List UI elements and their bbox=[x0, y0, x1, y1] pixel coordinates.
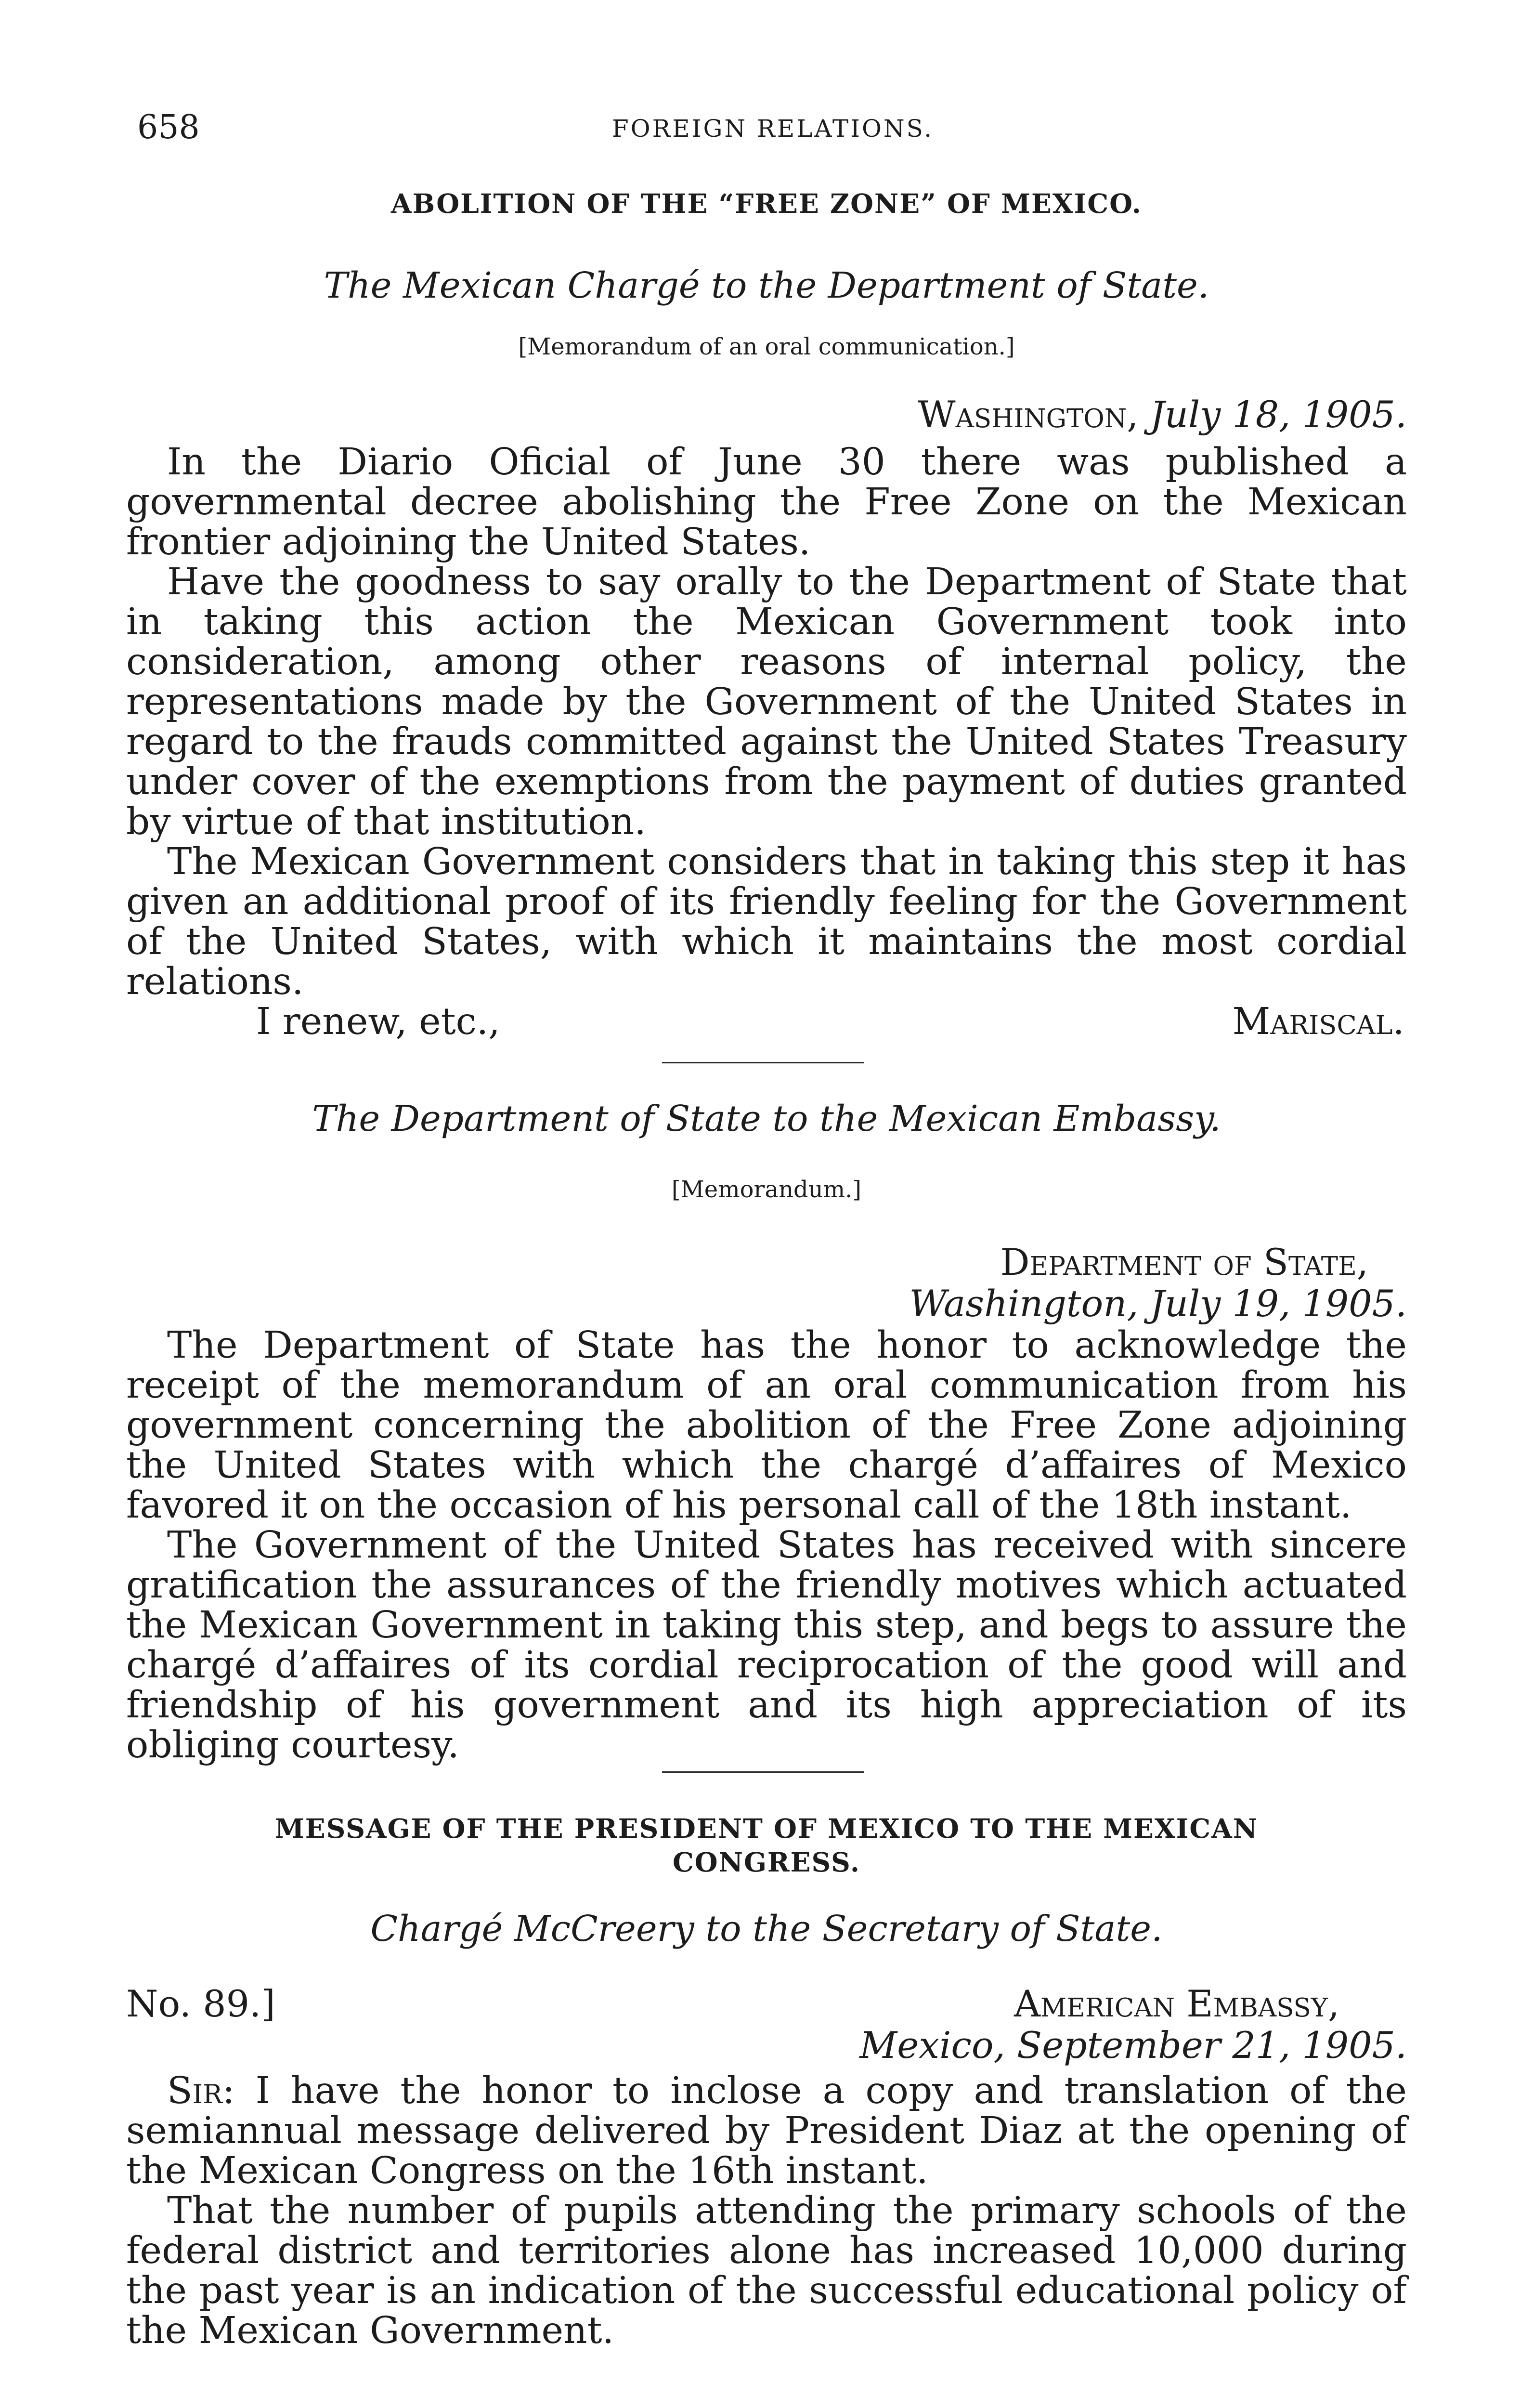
section-title bbox=[126, 187, 1407, 221]
doc1-date-place: Washington, bbox=[918, 393, 1139, 436]
divider-rule bbox=[662, 1062, 864, 1063]
section-title-text: ABOLITION OF THE “FREE ZONE” OF MEXICO. bbox=[391, 188, 1142, 219]
doc2-heading-block bbox=[126, 1097, 1407, 1140]
doc3-number: No. 89.] bbox=[126, 1982, 275, 2025]
doc1-heading-block bbox=[126, 264, 1407, 307]
section2-title bbox=[126, 1812, 1407, 1879]
doc1-signature-line bbox=[126, 1002, 1407, 1045]
doc1-body bbox=[126, 442, 1407, 1045]
doc3-heading-block bbox=[126, 1907, 1407, 1950]
doc1-paragraph-2: Have the goodness to say orally to the Department of State that in taking this action the Mexican Government took into consideration, among other reasons of internal policy, the representations made by the Government of the United States in regard to the frauds committed against the United States Treasury under cover of the exemptions from the payment of duties granted by virtue of that institution. bbox=[126, 561, 1407, 843]
doc1-note-block bbox=[126, 332, 1407, 361]
doc3-salutation: Sir: bbox=[167, 2069, 235, 2112]
divider-rule bbox=[662, 1771, 864, 1773]
doc3-paragraph-1 bbox=[126, 2071, 1407, 2191]
doc2-heading: The Department of State to the Mexican Embassy. bbox=[312, 1098, 1221, 1139]
running-head: FOREIGN RELATIONS. bbox=[611, 115, 934, 143]
doc3-heading: Chargé McCreery to the Secretary of State. bbox=[370, 1908, 1163, 1950]
doc1-note: [Memorandum of an oral communication.] bbox=[518, 333, 1015, 360]
doc2-date-place: Department of State, bbox=[1000, 1241, 1368, 1283]
doc1-closing: I renew, etc., bbox=[256, 1000, 500, 1043]
doc1-dateline bbox=[126, 394, 1407, 435]
doc3-body bbox=[126, 2071, 1407, 2351]
doc2-paragraph-2: The Government of the United States has received with sincere gratification the assurances of the friendly motives which actuated the Mexican Government in taking this step, and begs to assure the chargé d’affaires of its cordial reciprocation of the good will and friendship of his government and its high appreciation of its obliging courtesy. bbox=[126, 1524, 1407, 1767]
doc3-paragraph-1-text: I have the honor to inclose a copy and translation of the semiannual message delivered by President Diaz at the opening of the Mexican Congress on the 16th instant. bbox=[126, 2069, 1407, 2192]
doc2-date: Washington, July 19, 1905. bbox=[909, 1282, 1407, 1325]
doc3-dateline bbox=[126, 1983, 1407, 2070]
doc1-signer: Mariscal. bbox=[1232, 1000, 1404, 1043]
doc2-body bbox=[126, 1325, 1407, 1765]
doc1-paragraph-3: The Mexican Government considers that in taking this step it has given an additional proof of its friendly feeling for the Government of the United States, with which it maintains the most cordial relations. bbox=[126, 840, 1407, 1003]
doc1-heading: The Mexican Chargé to the Department of State. bbox=[324, 265, 1209, 306]
doc3-date-place: American Embassy, bbox=[1014, 1982, 1339, 2025]
doc3-paragraph-2: That the number of pupils attending the primary schools of the federal district and territories alone has increased 10,000 during the past year is an indication of the successful educational policy of the Mexican Government. bbox=[126, 2189, 1407, 2352]
doc1-date: July 18, 1905. bbox=[1150, 393, 1407, 436]
doc2-paragraph-1: The Department of State has the honor to acknowledge the receipt of the memorandum of an oral communication from his government concerning the abolition of the Free Zone adjoining the United States with which the chargé d’affaires of Mexico favored it on the occasion of his personal call of the 18th instant. bbox=[126, 1324, 1407, 1527]
doc2-dateline bbox=[126, 1242, 1407, 1324]
section2-title-line2: CONGRESS. bbox=[673, 1846, 860, 1878]
page-header bbox=[137, 108, 1408, 157]
doc2-note-block bbox=[126, 1175, 1407, 1204]
doc1-paragraph-1: In the Diario Oficial of June 30 there was published a governmental decree abolishing the Free Zone on the Mexican frontier adjoining the United States. bbox=[126, 441, 1407, 563]
page-number: 658 bbox=[137, 108, 200, 146]
section2-title-line1: MESSAGE OF THE PRESIDENT OF MEXICO TO THE MEXICAN bbox=[274, 1813, 1259, 1844]
doc3-date: Mexico, September 21, 1905. bbox=[859, 2024, 1407, 2067]
doc2-note: [Memorandum.] bbox=[671, 1176, 862, 1203]
